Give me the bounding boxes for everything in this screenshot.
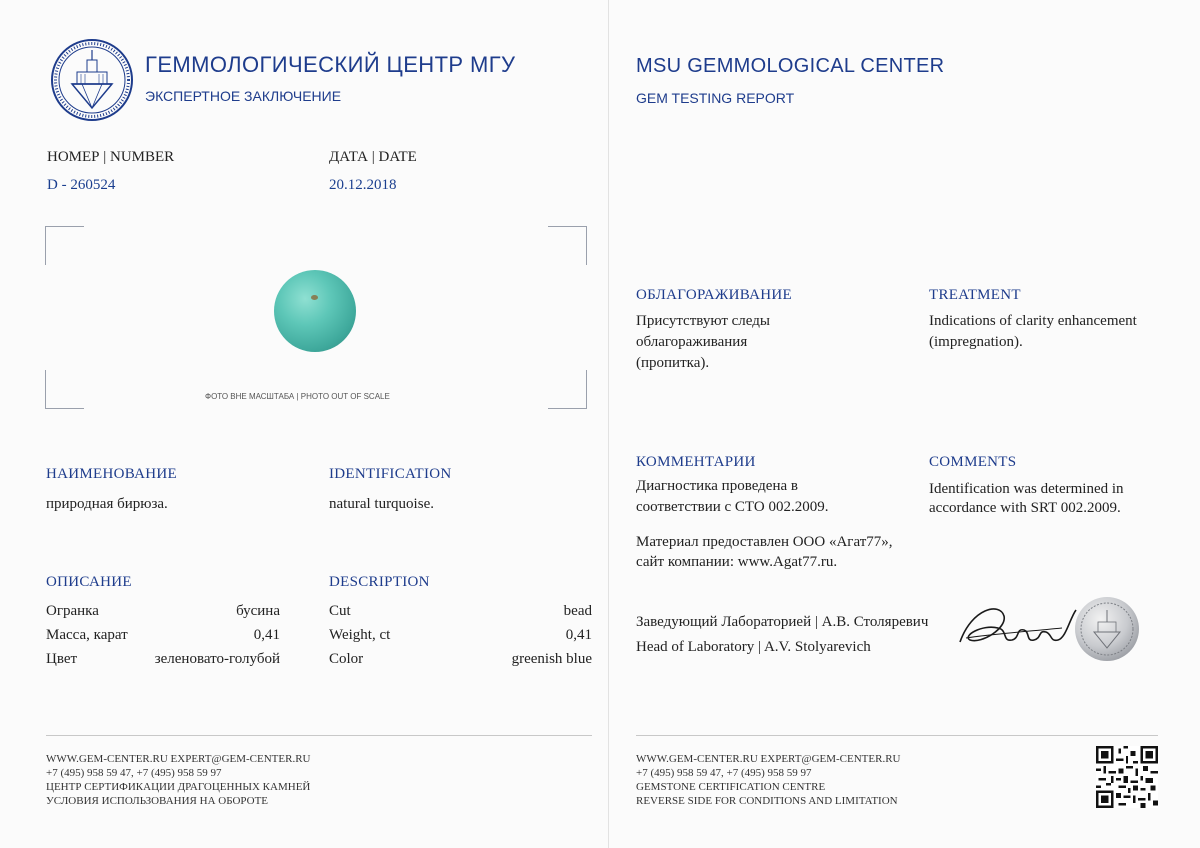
footer-right-line: +7 (495) 958 59 47, +7 (495) 958 59 97 bbox=[636, 767, 812, 779]
qr-code-icon bbox=[1096, 746, 1158, 808]
treatment-line-ru: облагораживания bbox=[636, 334, 748, 350]
identification-heading-en: IDENTIFICATION bbox=[329, 466, 452, 482]
desc-row-value-en: greenish blue bbox=[511, 651, 592, 667]
photo-frame-corner bbox=[548, 370, 587, 409]
desc-row-value-ru: бусина bbox=[236, 603, 280, 619]
comments-line-en: Identification was determined in bbox=[929, 481, 1124, 497]
description-heading-ru: ОПИСАНИЕ bbox=[46, 574, 132, 590]
treatment-heading-en: TREATMENT bbox=[929, 287, 1021, 303]
footer-divider bbox=[46, 735, 592, 736]
date-label: ДАТА | DATE bbox=[329, 149, 417, 165]
comments-line-ru: соответствии с СТО 002.2009. bbox=[636, 499, 829, 515]
footer-left-line: WWW.GEM-CENTER.RU EXPERT@GEM-CENTER.RU bbox=[46, 753, 311, 765]
treatment-heading-ru: ОБЛАГОРАЖИВАНИЕ bbox=[636, 287, 792, 303]
material-line: Материал предоставлен ООО «Агат77», bbox=[636, 534, 893, 550]
comments-heading-ru: КОММЕНТАРИИ bbox=[636, 454, 756, 470]
desc-row-label-ru: Масса, карат bbox=[46, 627, 128, 643]
subtitle-ru: ЭКСПЕРТНОЕ ЗАКЛЮЧЕНИЕ bbox=[145, 88, 342, 104]
desc-row-label-ru: Огранка bbox=[46, 603, 99, 619]
photo-frame-corner bbox=[45, 370, 84, 409]
desc-row-label-ru: Цвет bbox=[46, 651, 78, 667]
desc-row-value-en: bead bbox=[563, 603, 592, 619]
signature-icon bbox=[952, 598, 1082, 658]
footer-left-line: ЦЕНТР СЕРТИФИКАЦИИ ДРАГОЦЕННЫХ КАМНЕЙ bbox=[46, 781, 311, 793]
desc-row-value-ru: 0,41 bbox=[253, 627, 280, 643]
desc-row-label-en: Cut bbox=[329, 603, 351, 619]
treatment-line-ru: (пропитка). bbox=[636, 355, 710, 371]
title-en: MSU GEMMOLOGICAL CENTER bbox=[636, 55, 945, 77]
comments-heading-en: COMMENTS bbox=[929, 454, 1017, 470]
signature-line-ru: Заведующий Лабораторией | А.В. Столяревич bbox=[636, 614, 929, 630]
date-value: 20.12.2018 bbox=[329, 177, 397, 193]
holographic-seal-icon bbox=[1074, 596, 1140, 662]
footer-divider bbox=[636, 735, 1158, 736]
desc-row-label-en: Weight, ct bbox=[329, 627, 391, 643]
identification-heading-ru: НАИМЕНОВАНИЕ bbox=[46, 466, 177, 482]
treatment-line-en: Indications of clarity enhancement bbox=[929, 313, 1137, 329]
identification-value-en: natural turquoise. bbox=[329, 496, 434, 512]
number-value: D - 260524 bbox=[47, 177, 116, 193]
fold-line bbox=[608, 0, 609, 848]
photo-frame-corner bbox=[548, 226, 587, 265]
subtitle-en: GEM TESTING REPORT bbox=[636, 90, 795, 106]
description-heading-en: DESCRIPTION bbox=[329, 574, 430, 590]
turquoise-bead-photo bbox=[274, 270, 356, 352]
comments-line-ru: Диагностика проведена в bbox=[636, 478, 798, 494]
photo-frame-corner bbox=[45, 226, 84, 265]
number-label: НОМЕР | NUMBER bbox=[47, 149, 175, 165]
msu-logo-icon bbox=[50, 38, 134, 122]
footer-right-line: REVERSE SIDE FOR CONDITIONS AND LIMITATION bbox=[636, 795, 898, 807]
identification-value-ru: природная бирюза. bbox=[46, 496, 168, 512]
photo-caption: ФОТО ВНЕ МАСШТАБА | PHOTO OUT OF SCALE bbox=[205, 392, 390, 401]
desc-row-value-ru: зеленовато-голубой bbox=[154, 651, 280, 667]
desc-row-label-en: Color bbox=[329, 651, 364, 667]
footer-left-line: +7 (495) 958 59 47, +7 (495) 958 59 97 bbox=[46, 767, 222, 779]
material-line: сайт компании: www.Agat77.ru. bbox=[636, 554, 838, 570]
treatment-line-en: (impregnation). bbox=[929, 334, 1023, 350]
footer-left-line: УСЛОВИЯ ИСПОЛЬЗОВАНИЯ НА ОБОРОТЕ bbox=[46, 795, 269, 807]
footer-right-line: WWW.GEM-CENTER.RU EXPERT@GEM-CENTER.RU bbox=[636, 753, 901, 765]
treatment-line-ru: Присутствуют следы bbox=[636, 313, 770, 329]
title-ru: ГЕММОЛОГИЧЕСКИЙ ЦЕНТР МГУ bbox=[145, 52, 516, 77]
signature-line-en: Head of Laboratory | A.V. Stolyarevich bbox=[636, 639, 871, 655]
bead-matrix-spot bbox=[311, 295, 318, 300]
footer-right-line: GEMSTONE CERTIFICATION CENTRE bbox=[636, 781, 826, 793]
desc-row-value-en: 0,41 bbox=[565, 627, 592, 643]
comments-line-en: accordance with SRT 002.2009. bbox=[929, 500, 1121, 516]
